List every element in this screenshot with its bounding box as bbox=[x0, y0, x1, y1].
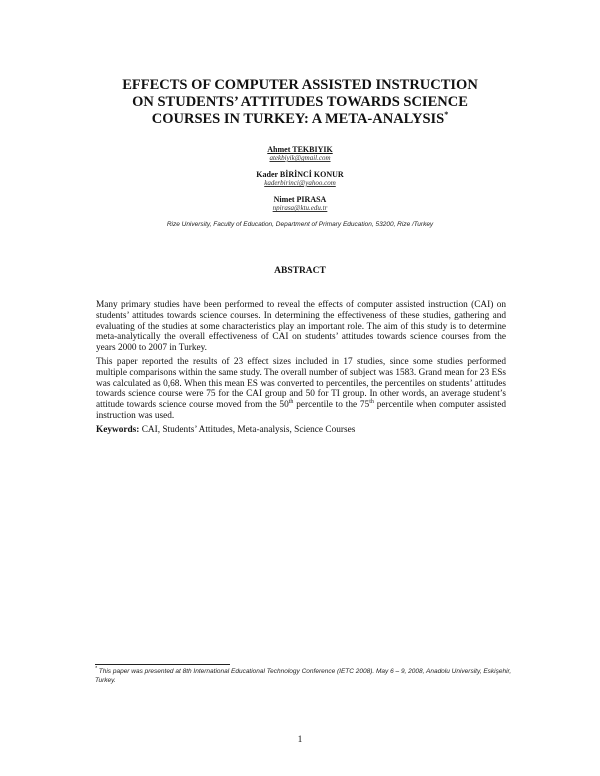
abstract-p2-text-3: percentile when computer assisted instruction was used. bbox=[96, 400, 506, 421]
title-footnote-marker: * bbox=[444, 110, 449, 120]
paper-title bbox=[100, 77, 500, 128]
keywords-line bbox=[96, 425, 506, 436]
abstract-heading: ABSTRACT bbox=[274, 266, 326, 276]
title-line-3-text: COURSES IN TURKEY: A META-ANALYSIS bbox=[151, 111, 445, 127]
author-block-3 bbox=[100, 195, 500, 213]
abstract-paragraph-1: Many primary studies have been performed to reveal the effects of computer assisted instruction (CAI) on students’ attitudes towards science courses. In determining the effectiveness of these studies, gathering and evaluating of the studies at some characteristics play an important role. The aim of this study is to determine meta-analytically the overall effectiveness of CAI on students’ attitudes towards science courses from the years 2000 to 2007 in Turkey. bbox=[96, 300, 506, 354]
footnote-divider bbox=[95, 664, 230, 665]
author-name: Ahmet TEKBIYIK bbox=[267, 145, 333, 154]
author-block-2 bbox=[100, 170, 500, 188]
affiliation: Rize University, Faculty of Education, Department of Primary Education, 53200, Rize /Turkey bbox=[166, 221, 434, 228]
author-block-1 bbox=[100, 145, 500, 163]
page-number: 1 bbox=[297, 735, 303, 745]
abstract-paragraph-2 bbox=[96, 357, 506, 422]
keywords-list: CAI, Students’ Attitudes, Meta-analysis, Science Courses bbox=[139, 424, 356, 435]
abstract-body bbox=[96, 300, 506, 439]
author-email-link[interactable]: npirasa@ktu.edu.tr bbox=[272, 204, 328, 212]
author-email-link[interactable]: kaderbirinci@yahoo.com bbox=[264, 179, 336, 187]
author-name: Nimet PIRASA bbox=[273, 195, 327, 204]
footnote-text: This paper was presented at 8th International Educational Technology Conference (IETC 2008). May 6 – 9, 2008, Anadolu University, Eskişehir, Turkey. bbox=[95, 668, 512, 684]
title-line-2: ON STUDENTS’ ATTITUDES TOWARDS SCIENCE bbox=[132, 94, 468, 110]
author-name: Kader BİRİNCİ KONUR bbox=[256, 170, 344, 179]
footnote bbox=[95, 665, 515, 685]
ordinal-suffix: th bbox=[369, 399, 374, 406]
footnote-marker: * bbox=[95, 665, 97, 672]
author-email-link[interactable]: atekbiyik@gmail.com bbox=[269, 154, 331, 162]
abstract-p2-text-2: percentile to the 75 bbox=[293, 400, 370, 411]
title-line-3 bbox=[100, 111, 500, 128]
title-line-1: EFFECTS OF COMPUTER ASSISTED INSTRUCTION bbox=[122, 77, 478, 93]
ordinal-suffix: th bbox=[288, 399, 294, 406]
abstract-p2-text-1: This paper reported the results of 23 effect sizes included in 17 studies, since some studies performed multiple comparisons within the same study. The overall number of subject was 1583. Grand mean for 23 ESs was calculated as 0,68. When this mean ES was converted to percentiles, the percentiles on students’ attitudes towards science course were 75 for the CAI group and 50 for TI group. In other words, an average student’s attitude towards science course moved from the 50 bbox=[96, 356, 506, 411]
keywords-label: Keywords: bbox=[96, 424, 140, 435]
